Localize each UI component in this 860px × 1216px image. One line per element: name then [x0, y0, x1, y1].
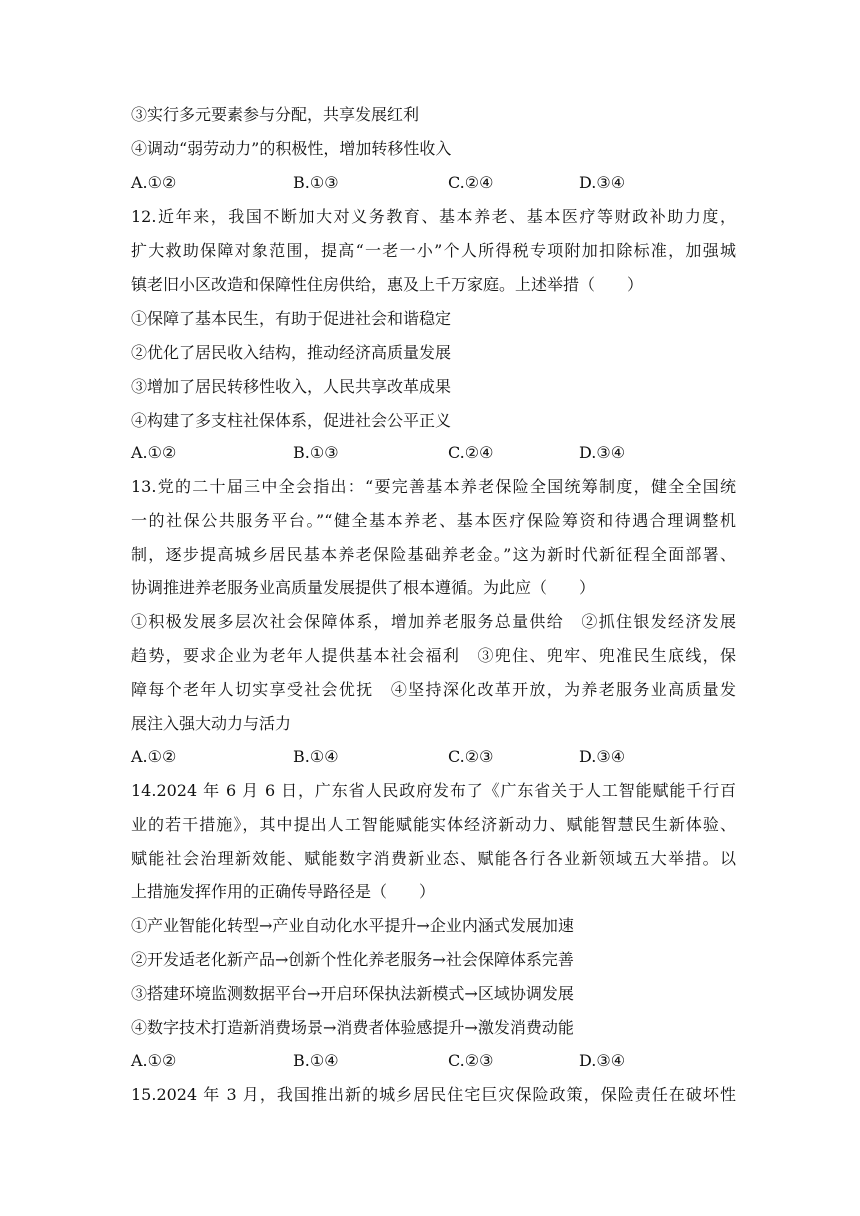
q14-stem-line-4: 上措施发挥作用的正确传导路径是（ ） [131, 882, 436, 901]
q12-stem-line-3: 镇老旧小区改造和保障性住房供给，惠及上千万家庭。上述举措（ ） [131, 275, 644, 294]
q11-option-d: D.③④ [579, 173, 626, 192]
q14-option-b: B.①④ [293, 1051, 339, 1070]
q15-stem-line-1: 15.2024 年 3 月，我国推出新的城乡居民住宅巨灾保险政策，保险责任在破坏性 [131, 1085, 736, 1104]
q14-stem-line-2: 业的若干措施》，其中提出人工智能赋能实体经济新动力、赋能智慧民生新体验、 [131, 815, 736, 834]
q13-option-d: D.③④ [579, 747, 626, 766]
q14-option-d: D.③④ [579, 1051, 626, 1070]
q12-option-d: D.③④ [579, 443, 626, 462]
q12-item-2: ②优化了居民收入结构，推动经济高质量发展 [131, 343, 452, 362]
q14-item-3: ③搭建环境监测数据平台→开启环保执法新模式→区域协调发展 [131, 984, 574, 1003]
q13-stem-line-2: 一的社保公共服务平台。”“健全基本养老、基本医疗保险筹资和待遇合理调整机 [131, 511, 736, 530]
q11-item-4: ④调动“弱劳动力”的积极性，增加转移性收入 [131, 139, 452, 158]
q12-stem-line-1: 12.近年来，我国不断加大对义务教育、基本养老、基本医疗等财政补助力度， [131, 207, 736, 226]
q14-option-c: C.②③ [448, 1051, 494, 1070]
q11-option-b: B.①③ [293, 173, 339, 192]
q13-items-line-4: 展注入强大动力与活力 [131, 714, 292, 733]
q12-option-b: B.①③ [293, 443, 339, 462]
q12-item-4: ④构建了多支柱社保体系，促进社会公平正义 [131, 411, 452, 430]
q13-option-a: A.①② [131, 747, 177, 766]
q13-items-line-3: 障每个老年人切实享受社会优抚 ④坚持深化改革开放，为养老服务业高质量发 [131, 680, 736, 699]
q14-stem-line-1: 14.2024 年 6 月 6 日，广东省人民政府发布了《广东省关于人工智能赋能千行百 [131, 781, 736, 800]
q13-items-line-2: 趋势，要求企业为老年人提供基本社会福利 ③兜住、兜牢、兜准民生底线，保 [131, 646, 736, 665]
q12-item-3: ③增加了居民转移性收入，人民共享改革成果 [131, 377, 452, 396]
q13-options [131, 747, 736, 767]
q14-option-a: A.①② [131, 1051, 177, 1070]
q11-option-a: A.①② [131, 173, 177, 192]
q11-item-3: ③实行多元要素参与分配，共享发展红利 [131, 105, 420, 124]
q13-option-c: C.②③ [448, 747, 494, 766]
q13-option-b: B.①④ [293, 747, 339, 766]
q11-option-c: C.②④ [448, 173, 494, 192]
q12-stem-line-2: 扩大救助保障对象范围，提高“一老一小”个人所得税专项附加扣除标准，加强城 [131, 241, 736, 260]
q12-options [131, 443, 736, 463]
q14-stem-line-3: 赋能社会治理新效能、赋能数字消费新业态、赋能各行各业新领域五大举措。以 [131, 849, 736, 868]
q14-item-4: ④数字技术打造新消费场景→消费者体验感提升→激发消费动能 [131, 1018, 574, 1037]
q14-item-2: ②开发适老化新产品→创新个性化养老服务→社会保障体系完善 [131, 950, 574, 969]
q13-items-line-1: ①积极发展多层次社会保障体系，增加养老服务总量供给 ②抓住银发经济发展 [131, 612, 736, 631]
q13-stem-line-3: 制，逐步提高城乡居民基本养老保险基础养老金。”这为新时代新征程全面部署、 [131, 545, 736, 564]
q13-stem-line-4: 协调推进养老服务业高质量发展提供了根本遵循。为此应（ ） [131, 578, 596, 597]
q12-item-1: ①保障了基本民生，有助于促进社会和谐稳定 [131, 309, 452, 328]
q13-stem-line-1: 13.党的二十届三中全会指出：“要完善基本养老保险全国统筹制度，健全全国统 [131, 477, 736, 496]
q14-item-1: ①产业智能化转型→产业自动化水平提升→企业内涵式发展加速 [131, 916, 574, 935]
q12-option-a: A.①② [131, 443, 177, 462]
q12-option-c: C.②④ [448, 443, 494, 462]
q14-options [131, 1051, 736, 1071]
q11-options [131, 173, 736, 193]
